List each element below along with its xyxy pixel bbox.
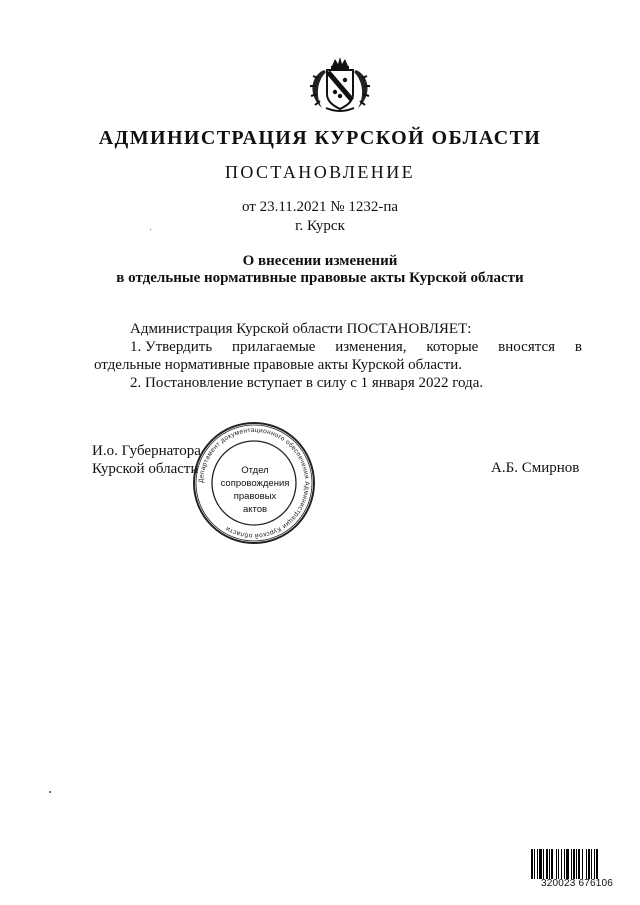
barcode-bar <box>539 849 542 879</box>
barcode-bar <box>537 849 538 879</box>
barcode-bar <box>549 849 550 879</box>
barcode-bar <box>566 849 569 879</box>
item-1-continuation: отдельные нормативные правовые акты Курской области. <box>94 357 463 373</box>
signatory-position-line-2: Курской области <box>92 461 199 477</box>
stamp-inner-line-2: сопровождения <box>220 478 290 489</box>
barcode-bar <box>576 849 577 879</box>
barcode-bar <box>596 849 598 879</box>
stamp-inner-text <box>214 464 296 516</box>
barcode-bar <box>558 849 559 879</box>
barcode-bar <box>594 849 595 879</box>
barcode-bar <box>546 849 548 879</box>
barcode <box>531 849 621 879</box>
barcode-bar <box>564 849 565 879</box>
barcode-bar <box>571 849 572 879</box>
item-1 <box>94 338 582 374</box>
stamp-inner-line-3: правовых <box>233 491 277 502</box>
document-type: ПОСТАНОВЛЕНИЕ <box>224 162 416 182</box>
item-1-word: вносятся <box>498 339 556 355</box>
item-1-word: прилагаемые <box>232 339 316 355</box>
item-1-word: изменения, <box>335 339 407 355</box>
barcode-bar <box>591 849 592 879</box>
item-2: 2. Постановление вступает в силу с 1 января 2022 года. <box>130 375 484 391</box>
signatory-name: А.Б. Смирнов <box>491 460 580 476</box>
document-date-number: от 23.11.2021 № 1232-па <box>241 199 399 215</box>
organization-title: АДМИНИСТРАЦИЯ КУРСКОЙ ОБЛАСТИ <box>98 127 542 149</box>
stamp-outer-text: Департамент документационного обеспечения Администрации Курской области <box>197 426 311 540</box>
document-city: г. Курск <box>295 218 345 234</box>
barcode-bar <box>573 849 575 879</box>
barcode-bar <box>582 849 583 879</box>
item-1-word: 1. Утвердить <box>130 339 213 355</box>
stamp-inner-line-1: Отдел <box>241 465 269 476</box>
barcode-bar <box>534 849 535 879</box>
barcode-bar <box>531 849 533 879</box>
scan-speck <box>49 791 51 793</box>
item-1-word: в <box>574 339 582 355</box>
subject-line-2: в отдельные нормативные правовые акты Курской области <box>116 270 524 286</box>
barcode-bar <box>556 849 557 879</box>
item-1-word: которые <box>426 339 479 355</box>
signatory-position-line-1: И.о. Губернатора <box>92 443 201 459</box>
barcode-bar <box>551 849 553 879</box>
barcode-number: 320023 676106 <box>540 878 614 889</box>
barcode-bar <box>543 849 544 879</box>
stamp-inner-line-4: актов <box>242 504 268 515</box>
barcode-bar <box>561 849 562 879</box>
subject-line-1: О внесении изменений <box>242 253 398 269</box>
scan-speck <box>150 229 151 230</box>
item-1-first-line <box>94 338 582 356</box>
barcode-bar <box>586 849 587 879</box>
barcode-bar <box>578 849 580 879</box>
coat-of-arms-icon <box>302 56 378 114</box>
intro-paragraph: Администрация Курской области ПОСТАНОВЛЯЕТ: <box>130 321 472 337</box>
signatory-position <box>92 442 201 478</box>
barcode-bar <box>588 849 590 879</box>
